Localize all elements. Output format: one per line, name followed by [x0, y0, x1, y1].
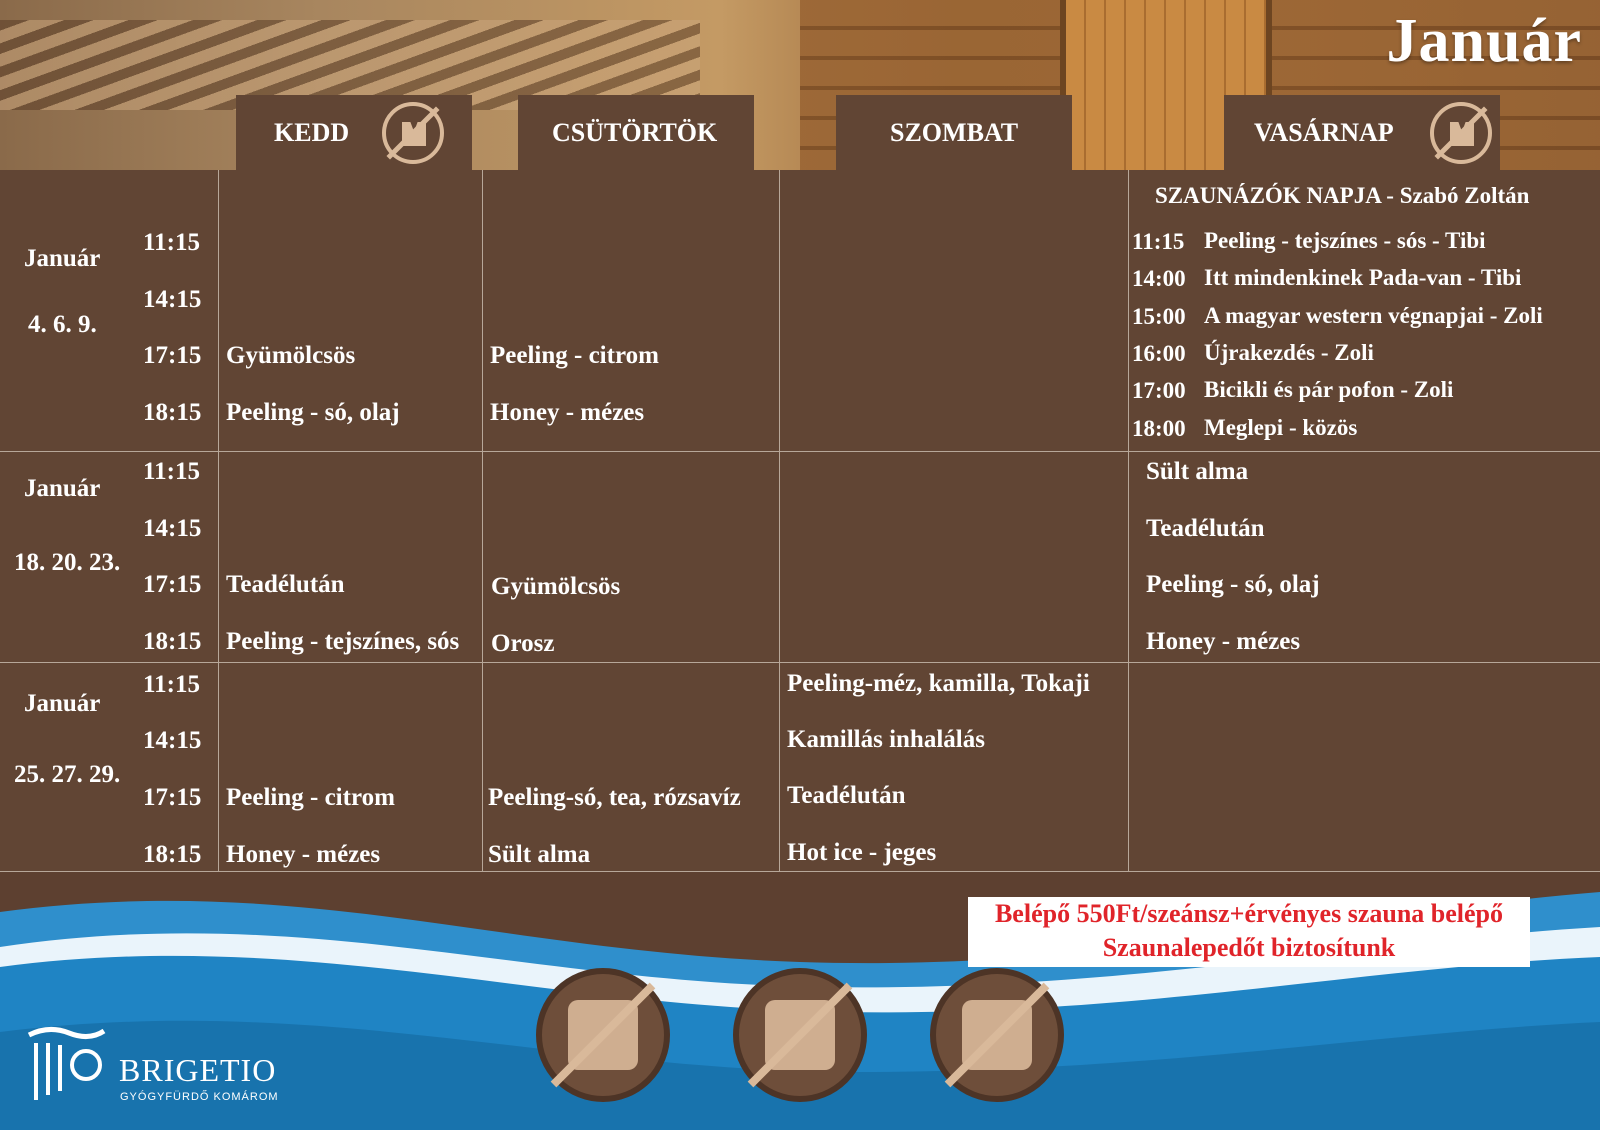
vasarnap-session: Bicikli és pár pofon - Zoli: [1204, 377, 1454, 402]
schedule-row: [0, 663, 1600, 872]
time-slot: 18:15: [143, 399, 202, 426]
day-label: VASÁRNAP: [1254, 117, 1394, 147]
session-vasarnap: Honey - mézes: [1146, 628, 1301, 655]
day-tab-kedd: [236, 95, 472, 170]
session-szombat: Teadélután: [787, 782, 906, 809]
vasarnap-session: Peeling - tejszínes - sós - Tibi: [1204, 228, 1486, 253]
date-label: Január: [24, 475, 101, 502]
time-slot: 14:15: [143, 515, 202, 542]
session-szombat: Hot ice - jeges: [787, 839, 937, 866]
time-slot: 17:15: [143, 342, 202, 369]
date-numbers: 25. 27. 29.: [14, 761, 121, 788]
schedule-row: [0, 452, 1600, 663]
notice-line: Belépő 550Ft/szeánsz+érvényes szauna belépő: [994, 899, 1504, 928]
session-csutortok: Sült alma: [488, 841, 591, 868]
day-label: KEDD: [274, 117, 350, 147]
session-csutortok: Honey - mézes: [490, 399, 645, 426]
date-label: Január: [24, 690, 101, 717]
time-slot: 17:15: [143, 571, 202, 598]
brand-name: BRIGETIO: [119, 1052, 277, 1088]
date-numbers: 18. 20. 23.: [14, 549, 121, 576]
schedule-table: [0, 170, 1600, 872]
session-kedd: Gyümölcsös: [226, 342, 356, 369]
session-kedd: Peeling - tejszínes, sós: [226, 628, 460, 655]
vasarnap-time: 16:00: [1132, 341, 1186, 366]
no-swimwear-icon: [1430, 102, 1492, 164]
brand-subtitle: GYÓGYFÜRDŐ KOMÁROM: [120, 1091, 279, 1103]
no-swimwear-icon: [382, 102, 444, 164]
session-kedd: Honey - mézes: [226, 841, 381, 868]
vasarnap-session: A magyar western végnapjai - Zoli: [1204, 303, 1543, 328]
day-tab-vasarnap: [1224, 95, 1500, 170]
time-slot: 14:15: [143, 286, 202, 313]
session-szombat: Kamillás inhalálás: [787, 726, 985, 753]
session-vasarnap: Peeling - só, olaj: [1146, 571, 1320, 598]
time-slot: 18:15: [143, 628, 202, 655]
time-slot: 14:15: [143, 727, 202, 754]
session-csutortok: Orosz: [491, 630, 555, 657]
day-tab-szombat: [836, 95, 1072, 170]
session-kedd: Peeling - só, olaj: [226, 399, 400, 426]
notice-line: Szaunalepedőt biztosítunk: [1102, 933, 1396, 962]
vasarnap-time: 17:00: [1132, 378, 1186, 403]
session-vasarnap: Sült alma: [1146, 458, 1249, 485]
day-tab-csutortok: [518, 95, 754, 170]
no-swimwear-icon: [536, 968, 670, 1102]
vasarnap-session: Újrakezdés - Zoli: [1204, 340, 1374, 365]
day-label: CSÜTÖRTÖK: [552, 117, 718, 147]
entry-fee-notice: [968, 897, 1530, 967]
time-slot: 18:15: [143, 841, 202, 868]
time-slot: 11:15: [143, 671, 200, 698]
time-slot: 11:15: [143, 229, 200, 256]
vasarnap-time: 15:00: [1132, 304, 1186, 329]
time-slot: 11:15: [143, 458, 200, 485]
date-label: Január: [24, 245, 101, 272]
month-title: Január: [1386, 7, 1582, 75]
no-towel-icon: [733, 968, 867, 1102]
sauna-rules-icon: [930, 968, 1064, 1102]
session-kedd: Teadélután: [226, 571, 345, 598]
session-csutortok: Peeling - citrom: [490, 342, 659, 369]
session-szombat: Peeling-méz, kamilla, Tokaji: [787, 670, 1090, 697]
session-csutortok: Peeling-só, tea, rózsavíz: [488, 784, 741, 811]
schedule-row: [0, 170, 1600, 452]
vasarnap-session: Meglepi - közös: [1204, 415, 1358, 440]
vasarnap-time: 14:00: [1132, 266, 1186, 291]
vasarnap-session: Itt mindenkinek Pada-van - Tibi: [1204, 265, 1522, 290]
session-csutortok: Gyümölcsös: [491, 573, 621, 600]
time-slot: 17:15: [143, 784, 202, 811]
brand-mark-icon: [24, 1025, 109, 1105]
date-numbers: 4. 6. 9.: [28, 311, 97, 338]
vasarnap-time: 18:00: [1132, 416, 1186, 441]
day-label: SZOMBAT: [890, 117, 1019, 147]
vasarnap-heading: SZAUNÁZÓK NAPJA - Szabó Zoltán: [1155, 183, 1530, 208]
session-kedd: Peeling - citrom: [226, 784, 395, 811]
vasarnap-time: 11:15: [1132, 229, 1185, 254]
session-vasarnap: Teadélután: [1146, 515, 1265, 542]
